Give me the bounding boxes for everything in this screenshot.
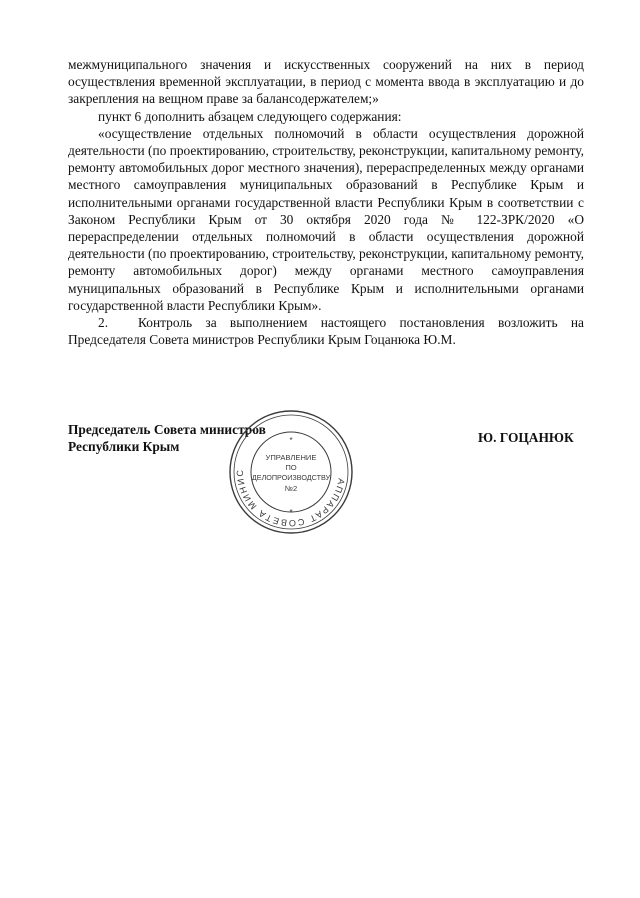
stamp-line-1: УПРАВЛЕНИЕ (265, 453, 317, 462)
paragraph-amendment-text: «осуществление отдельных полномочий в области осуществления дорожной деятельности (по проектированию, строительству, реконструкции, капитальному ремонту, ремонту автомобильных дорог местного значения), перераспределенных между органами местного самоуправления муниципальных образований в Республике Крым и исполнительными органами государственной власти Республики Крым в соответствии с Законом Республики Крым от 30 октября 2020 года № 122-ЗРК/2020 «О перераспределении отдельных полномочий в области осуществления дорожной деятельности (по проектированию, строительству, реконструкции, капитальному ремонту, ремонту автомобильных дорог) между органами местного самоуправления муниципальных образований в Республике Крым и исполнительными органами государственной власти Республики Крым». (68, 125, 584, 313)
item-number: 2. (98, 315, 109, 331)
signatory-name: Ю. ГОЦАНЮК (478, 430, 574, 445)
stamp-outer-text: АППАРАТ СОВЕТА МИНИС (234, 468, 347, 529)
item-text: Контроль за выполнением настоящего постановления возложить на Председателя Совета министров Республики Крым Гоцанюка Ю.М. (68, 315, 584, 348)
stamp-line-4: №2 (284, 484, 298, 493)
paragraph-continuation: межмуниципального значения и искусственных сооружений на них в период осуществления временной эксплуатации, в период с момента ввода в эксплуатацию и до закрепления на вещном праве за балансодержателем;» (68, 57, 584, 107)
document-body (68, 56, 584, 348)
position-line-1: Председатель Совета министров (68, 422, 266, 437)
official-stamp (227, 408, 355, 536)
svg-text:*: * (289, 508, 293, 517)
stamp-line-3: ДЕЛОПРОИЗВОДСТВУ (251, 473, 331, 482)
stamp-line-2: ПО (285, 463, 297, 472)
numbered-item-2 (68, 314, 584, 348)
position-line-2: Республики Крым (68, 439, 180, 455)
svg-text:*: * (289, 436, 293, 445)
paragraph-amendment-intro: пункт 6 дополнить абзацем следующего содержания: (98, 108, 402, 124)
